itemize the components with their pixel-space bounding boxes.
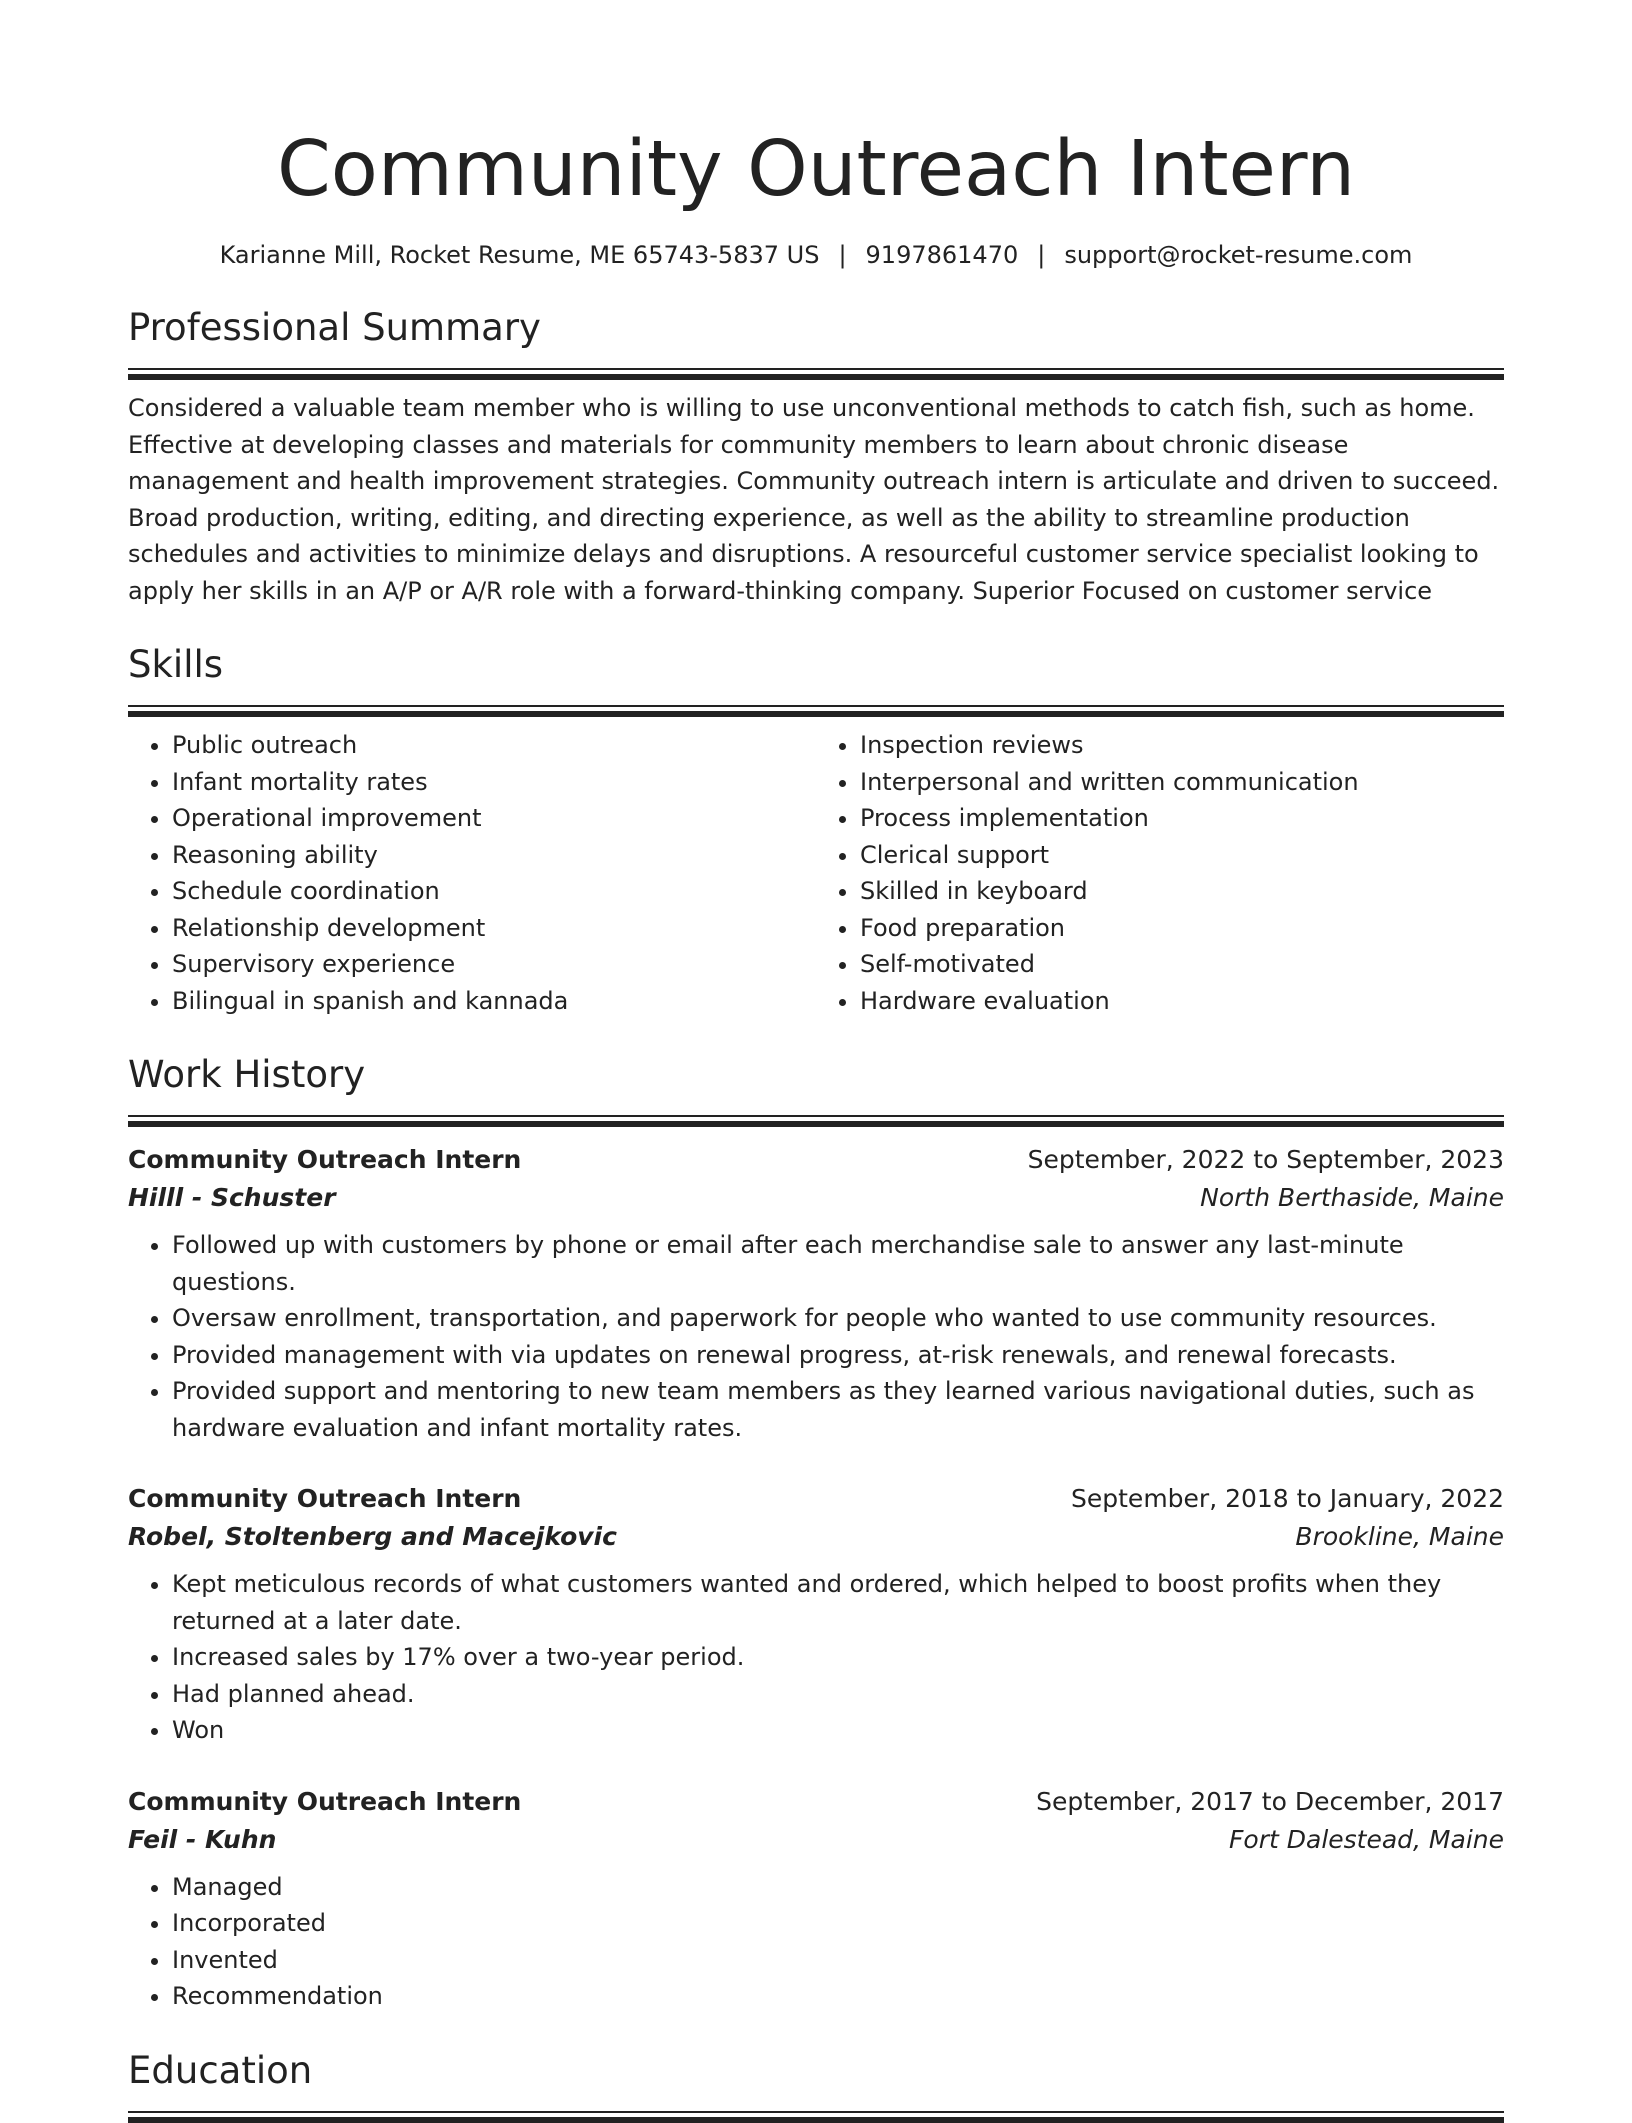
resume-page xyxy=(128,0,1504,2123)
job-title: Community Outreach Intern xyxy=(128,1484,522,1513)
skill-item: • Clerical support xyxy=(860,837,1504,874)
job-dates: September, 2018 to January, 2022 xyxy=(1071,1484,1504,1513)
summary-text: Considered a valuable team member who is willing to use unconventional methods to catch fish, such as home. Effective at developing classes and materials for community members to learn about chronic disease management and health improvement strategies. Community outreach intern is articulate and driven to succeed. Broad production, writing, editing, and directing experience, as well as the ability to streamline production schedules and activities to minimize delays and disruptions. A resourceful customer service specialist looking to apply her skills in an A/P or A/R role with a forward-thinking company. Superior Focused on customer service xyxy=(128,394,1500,605)
skills-list-left xyxy=(128,727,816,1019)
skill-item: • Schedule coordination xyxy=(172,873,816,910)
job-bullet: • Invented xyxy=(172,1942,1504,1979)
job-header-row xyxy=(128,1783,1504,1821)
section-divider xyxy=(128,2111,1504,2123)
skill-item: • Interpersonal and written communication xyxy=(860,764,1504,801)
education-section xyxy=(128,2045,1504,2123)
job-dates: September, 2022 to September, 2023 xyxy=(1027,1145,1504,1174)
skill-item: • Supervisory experience xyxy=(172,946,816,983)
job-company-row xyxy=(128,1179,1504,1217)
skill-item: • Self-motivated xyxy=(860,946,1504,983)
skill-item: • Process implementation xyxy=(860,800,1504,837)
job-entry xyxy=(128,1783,1504,2015)
skill-item: • Inspection reviews xyxy=(860,727,1504,764)
resume-title: Community Outreach Intern xyxy=(276,125,1356,214)
work-history-section xyxy=(128,1049,1504,2015)
job-company: Feil - Kuhn xyxy=(128,1824,277,1854)
job-bullet: • Followed up with customers by phone or email after each merchandise sale to answer any last-minute questions. xyxy=(172,1227,1504,1300)
job-bullet: • Won xyxy=(172,1712,1504,1749)
skills-section xyxy=(128,639,1504,1019)
job-location: Fort Dalestead, Maine xyxy=(1229,1824,1504,1854)
job-bullets xyxy=(128,1227,1504,1446)
skills-columns xyxy=(128,727,1504,1019)
job-bullets xyxy=(128,1566,1504,1749)
section-divider xyxy=(128,368,1504,380)
skills-heading: Skills xyxy=(128,643,224,686)
skill-item: • Bilingual in spanish and kannada xyxy=(172,983,816,1020)
skill-item: • Public outreach xyxy=(172,727,816,764)
contact-line xyxy=(128,238,1504,272)
skill-item: • Reasoning ability xyxy=(172,837,816,874)
job-title: Community Outreach Intern xyxy=(128,1145,522,1174)
job-bullets xyxy=(128,1869,1504,2015)
job-company-row xyxy=(128,1518,1504,1556)
contact-email: support@rocket-resume.com xyxy=(1064,241,1413,269)
job-company: Robel, Stoltenberg and Macejkovic xyxy=(128,1522,617,1551)
job-bullet: • Recommendation xyxy=(172,1978,1504,2015)
job-title: Community Outreach Intern xyxy=(128,1786,522,1816)
job-location: Brookline, Maine xyxy=(1295,1522,1504,1551)
skill-item: • Skilled in keyboard xyxy=(860,873,1504,910)
job-bullet: • Managed xyxy=(172,1869,1504,1906)
job-company-row xyxy=(128,1821,1504,1859)
section-divider xyxy=(128,1115,1504,1127)
job-bullet: • Provided support and mentoring to new team members as they learned various navigational duties, such as hardware evaluation and infant mortality rates. xyxy=(172,1373,1504,1446)
contact-separator: | xyxy=(838,241,847,269)
section-divider xyxy=(128,705,1504,717)
skill-item: • Food preparation xyxy=(860,910,1504,947)
job-bullet: • Incorporated xyxy=(172,1905,1504,1942)
skills-list-right xyxy=(816,727,1504,1019)
contact-address: Karianne Mill, Rocket Resume, ME 65743-5837 US xyxy=(219,241,820,269)
skill-item: • Operational improvement xyxy=(172,800,816,837)
job-entry xyxy=(128,1480,1504,1749)
work-history-heading: Work History xyxy=(128,1053,366,1096)
job-header-row xyxy=(128,1480,1504,1518)
skill-item: • Infant mortality rates xyxy=(172,764,816,801)
job-header-row xyxy=(128,1141,1504,1179)
skill-item: • Relationship development xyxy=(172,910,816,947)
job-entry xyxy=(128,1141,1504,1446)
job-company: Hilll - Schuster xyxy=(128,1183,336,1212)
job-bullet: • Oversaw enrollment, transportation, and paperwork for people who wanted to use community resources. xyxy=(172,1300,1504,1337)
job-bullet: • Had planned ahead. xyxy=(172,1676,1504,1713)
job-bullet: • Kept meticulous records of what customers wanted and ordered, which helped to boost profits when they returned at a later date. xyxy=(172,1566,1504,1639)
contact-separator: | xyxy=(1037,241,1046,269)
job-bullet: • Increased sales by 17% over a two-year period. xyxy=(172,1639,1504,1676)
education-heading: Education xyxy=(128,2048,313,2092)
contact-phone: 9197861470 xyxy=(865,241,1019,269)
skill-item: • Hardware evaluation xyxy=(860,983,1504,1020)
summary-heading: Professional Summary xyxy=(128,306,541,349)
job-bullet: • Provided management with via updates on renewal progress, at-risk renewals, and renewal forecasts. xyxy=(172,1337,1504,1374)
job-location: North Berthaside, Maine xyxy=(1200,1183,1504,1212)
summary-section xyxy=(128,302,1504,609)
job-dates: September, 2017 to December, 2017 xyxy=(1036,1786,1504,1816)
